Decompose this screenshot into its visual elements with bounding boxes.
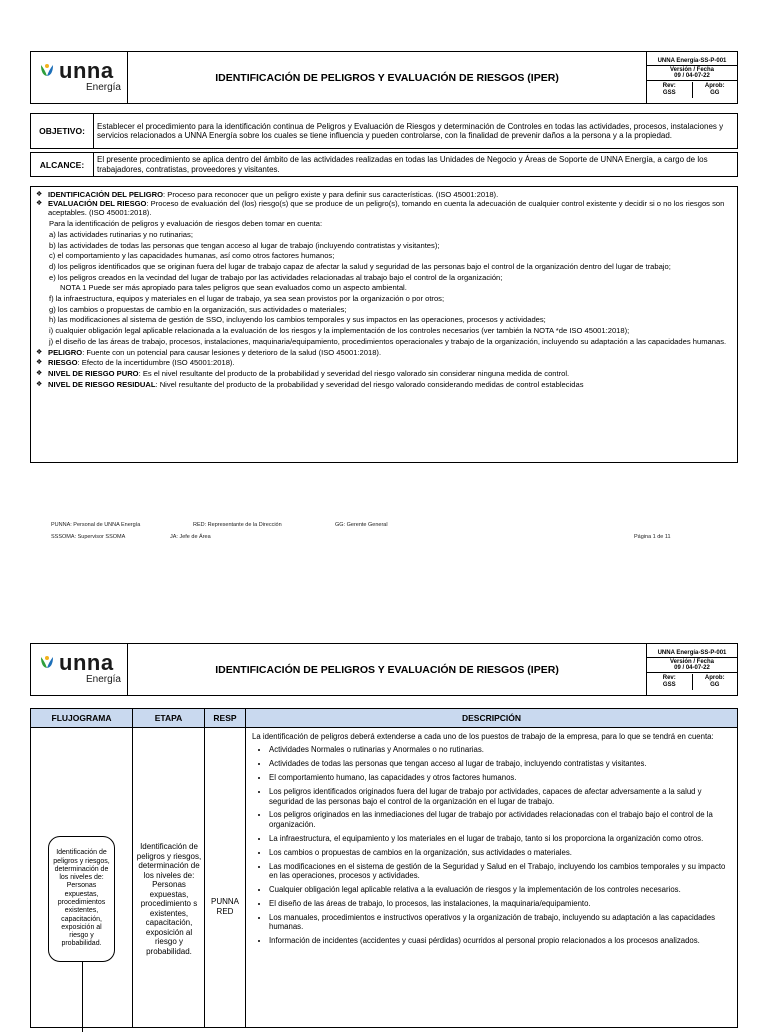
footer-page: Página 1 de 11	[634, 534, 671, 540]
list-item: • Los manuales, procedimientos e instructivos operativos y la organización de trabajo, incluyendo su adaptación a las capacidades humanas.	[269, 913, 731, 932]
col-etapa: ETAPA	[133, 709, 205, 728]
def-item: i) cualquier obligación legal aplicable relacionada a la evaluación de los riesgos y la implementación de los controles necesarios (ver también la NOTA *de ISO 45001:2018);	[49, 326, 630, 336]
rev-aprob-row	[647, 673, 737, 691]
list-item: • Cualquier obligación legal aplicable relativa a la evaluación de riesgos y la implementación de los controles necesarios.	[269, 885, 731, 894]
def-identificacion: ❖ IDENTIFICACIÓN DEL PELIGRO: Proceso para reconocer que un peligro existe y para definir sus características. (ISO 45001:2018).	[36, 190, 499, 199]
def-riesgo: ❖ RIESGO: Efecto de la incertidumbre (ISO 45001:2018).	[36, 358, 235, 368]
list-item: • La infraestructura, el equipamiento y los materiales en el lugar de trabajo, tanto si los proporciona la organización como otros.	[269, 834, 731, 843]
def-item: d) los peligros identificados que se originan fuera del lugar de trabajo capaz de afectar la salud y seguridad de las personas bajo el control de la organización dentro del lugar de trabajo;	[49, 261, 671, 271]
page-header	[30, 51, 738, 104]
objetivo-label: OBJETIVO:	[31, 114, 94, 149]
footer-red: RED: Representante de la Dirección	[193, 522, 282, 528]
def-item: b) las actividades de todas las personas que tengan acceso al lugar de trabajo (incluyendo contratistas y visitantes);	[49, 240, 440, 250]
rev-block: Rev: GSS	[647, 674, 693, 690]
version-label: Versión / Fecha	[669, 66, 715, 73]
footer-ja: JA: Jefe de Área	[170, 534, 211, 540]
unna-leaf-icon	[39, 62, 55, 78]
unna-logo	[39, 58, 125, 96]
col-flujograma: FLUJOGRAMA	[31, 709, 133, 728]
diamond-bullet-icon: ❖	[36, 200, 43, 208]
def-item: e) los peligros creados en la vecindad del lugar de trabajo por las actividades relacionadas al trabajo bajo el control de la organización;	[49, 272, 503, 282]
list-item: • Las modificaciones en el sistema de gestión de la Seguridad y Salud en el Trabajo, incluyendo los cambios temporales y su impacto en las operaciones, procesos y actividades.	[269, 862, 731, 881]
descripcion-intro: La identificación de peligros deberá extenderse a cada uno de los puestos de trabajo de la empresa, para lo que se tendrá en cuenta:	[252, 732, 714, 741]
rev-block: Rev: GSS	[647, 82, 693, 98]
descripcion-list	[252, 745, 731, 945]
def-item: c) el comportamiento y las capacidades humanas, así como otros factores humanos;	[49, 251, 335, 261]
list-item: • Actividades de todas las personas que tengan acceso al lugar de trabajo, incluyendo contratistas y visitantes.	[269, 759, 731, 768]
alcance-text: El presente procedimiento se aplica dentro del ámbito de las actividades realizadas en todas las Unidades de Negocio y Áreas de Soporte de UNNA Energía, a cargo de los trabajadores, contratistas, proveedores y visitantes.	[94, 153, 738, 177]
list-item: • Los peligros originados en las inmediaciones del lugar de trabajo por actividades relacionadas con el trabajo bajo el control de la organización.	[269, 810, 731, 829]
footer-gg: GG: Gerente General	[335, 522, 388, 528]
objective-scope-table	[30, 113, 738, 177]
def-item: h) las modificaciones al sistema de gestión de SSO, incluyendo los cambios temporales y sus impactos en las operaciones, procesos y actividades;	[49, 315, 546, 325]
list-item: • El diseño de las áreas de trabajo, lo procesos, las instalaciones, la maquinaria/equipamiento.	[269, 899, 731, 908]
document-code-block	[647, 644, 738, 696]
etapa-cell	[133, 728, 205, 1028]
etapa-text: Identificación de peligros y riesgos, determinación de los niveles de: Personas expuestas, procedimiento s existentes, capacitación, exposición al riesgo y probabilidad.	[136, 842, 202, 956]
document-title: IDENTIFICACIÓN DE PELIGROS Y EVALUACIÓN DE RIESGOS (IPER)	[128, 52, 647, 104]
procedure-flow-table	[30, 708, 738, 1028]
col-resp: RESP	[205, 709, 246, 728]
document-code: UNNA Energía-SS-P-001	[647, 649, 737, 658]
def-item: a) las actividades rutinarias y no rutinarias;	[49, 229, 193, 239]
flow-process-box: Identificación de peligros y riesgos, determinación de los niveles de: Personas expuestas, procedimientos existentes, capacitación, exposición al riesgo y probabilidad.	[48, 836, 115, 962]
def-peligro: ❖ PELIGRO: Fuente con un potencial para causar lesiones y deterioro de la salud (ISO 45001:2018).	[36, 347, 382, 357]
descripcion-cell	[246, 728, 738, 1028]
list-item: • El comportamiento humano, las capacidades y otros factores humanos.	[269, 773, 731, 782]
aprob-block: Aprob: GG	[704, 674, 725, 688]
version-block	[647, 658, 737, 673]
def-riesgo-puro: ❖ NIVEL DE RIESGO PURO: Es el nivel resultante del producto de la probabilidad y severidad del riesgo valorado sin considerar ninguna medida de control.	[36, 368, 570, 378]
version-value: 09 / 04-07-22	[674, 664, 710, 671]
diamond-bullet-icon: ❖	[36, 369, 43, 377]
list-item: • Los cambios o propuestas de cambios en la organización, sus actividades o materiales.	[269, 848, 731, 857]
def-item: f) la infraestructura, equipos y materiales en el lugar de trabajo, ya sea sean provistos por la organización o por otros;	[49, 294, 445, 304]
logo-cell	[31, 644, 128, 696]
flow-cell	[31, 728, 133, 1028]
diamond-bullet-icon: ❖	[36, 359, 43, 367]
list-item: • Los peligros identificados originados fuera del lugar de trabajo por actividades, capaces de afectar adversamente a la salud y seguridad de las personas bajo el control de la organización en el lugar de trabajo.	[269, 787, 731, 806]
logo-cell	[31, 52, 128, 104]
def-evaluacion: ❖ EVALUACIÓN DEL RIESGO: Proceso de evaluación del (los) riesgo(s) que se produce de un peligro(s), tomando en cuenta la adecuación de cualquier control existente y decidir si o no los riesgos son aceptables. (ISO 45001:2018).	[36, 199, 725, 218]
diamond-bullet-icon: ❖	[36, 380, 43, 388]
document-code: UNNA Energía-SS-P-001	[647, 57, 737, 66]
def-intro: Para la identificación de peligros y evaluación de riesgos deben tomar en cuenta:	[49, 219, 323, 229]
version-value: 09 / 04-07-22	[674, 72, 710, 79]
resp-text: PUNNA RED	[210, 897, 239, 916]
flow-connector-line	[82, 962, 83, 1032]
document-code-block	[647, 52, 738, 104]
brand-name: unna	[59, 58, 114, 83]
document-title: IDENTIFICACIÓN DE PELIGROS Y EVALUACIÓN DE RIESGOS (IPER)	[128, 644, 647, 696]
list-item: • Información de incidentes (accidentes y cuasi pérdidas) ocurridos al personal propio relacionados a los procesos analizados.	[269, 936, 731, 945]
unna-leaf-icon	[39, 654, 55, 670]
diamond-bullet-icon: ❖	[36, 191, 43, 198]
list-item: • Actividades Normales o rutinarias y Anormales o no rutinarias.	[269, 745, 731, 754]
footer-punna: PUNNA: Personal de UNNA Energía	[51, 522, 141, 528]
version-label: Versión / Fecha	[669, 658, 715, 665]
version-block	[647, 66, 737, 81]
def-nota: NOTA 1 Puede ser más apropiado para tales peligros que sean evaluados como un aspecto ambiental.	[60, 283, 407, 293]
aprob-block: Aprob: GG	[704, 82, 725, 96]
brand-sub: Energía	[85, 674, 121, 685]
brand-name: unna	[59, 650, 114, 675]
alcance-label: ALCANCE:	[31, 153, 94, 177]
diamond-bullet-icon: ❖	[36, 348, 43, 356]
rev-aprob-row	[647, 81, 737, 99]
def-riesgo-residual: ❖ NIVEL DE RIESGO RESIDUAL: Nivel resultante del producto de la probabilidad y severidad del riesgo valorado considerando medidas de control establecidas	[36, 379, 584, 389]
resp-cell	[205, 728, 246, 1028]
def-item: j) el diseño de las áreas de trabajo, procesos, instalaciones, maquinaria/equipamiento, procedimientos operacionales y trabajo de la organización, incluyendo su adaptación a las capacidades humanas.	[49, 336, 727, 346]
footer-sssoma: SSSOMA: Supervisor SSOMA	[51, 534, 126, 540]
objetivo-text: Establecer el procedimiento para la identificación continua de Peligros y Evaluación de Riesgos y determinación de Controles en todas las actividades, procesos, instalaciones y servicios relacionados a UNNA Energía sobre los cuales se tiene influencia y pueden controlarse, con la finalidad de prevenir daños a la persona y a la propiedad.	[94, 114, 738, 149]
definitions-box	[30, 186, 738, 463]
brand-sub: Energía	[85, 82, 121, 93]
page-header	[30, 643, 738, 696]
def-item: g) los cambios o propuestas de cambio en la organización, sus actividades o materiales;	[49, 304, 347, 314]
col-descripcion: DESCRIPCIÓN	[246, 709, 738, 728]
unna-logo	[39, 650, 125, 688]
